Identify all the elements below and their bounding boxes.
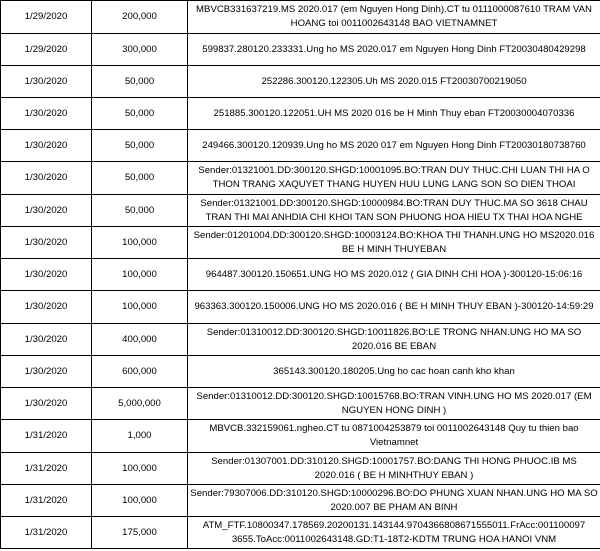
cell-date: 1/30/2020 <box>1 98 92 130</box>
cell-description: Sender:01307001.DD:310120.SHGD:10001757.BO:DANG THI HONG PHUOC.IB MS 2020.016 ( BE H MINHTHUY EBAN ) <box>188 453 600 485</box>
cell-date: 1/31/2020 <box>1 517 92 549</box>
table-row <box>1 259 600 291</box>
cell-amount: 200,000 <box>92 1 188 34</box>
table-row <box>1 485 600 517</box>
cell-description: Sender:01321001.DD:300120.SHGD:10000984.BO:TRAN DUY THUC.MA SO 3618 CHAU TRAN THI MAI ANHDIA CHI KHOI TAN SON PHUONG HOA HIEU TX THAI HOA NGHE <box>188 195 600 227</box>
cell-description: 252286.300120.122305.Uh MS 2020.015 FT20030700219050 <box>188 66 600 98</box>
cell-description: ATM_FTF.10800347.178569.20200131.143144.9704366808671555011.FrAcc:001100097 3655.ToAcc:0011002643148.GD:T1-18T2-KDTM TRUNG HOA HANOI VNM <box>188 517 600 549</box>
table-row <box>1 1 600 34</box>
table-row <box>1 195 600 227</box>
cell-amount: 50,000 <box>92 162 188 195</box>
cell-description: 251885.300120.122051.UH MS 2020 016 be H Minh Thuy eban FT20030004070336 <box>188 98 600 130</box>
cell-amount: 600,000 <box>92 356 188 388</box>
table-row <box>1 34 600 66</box>
table-row <box>1 162 600 195</box>
table-row <box>1 517 600 549</box>
cell-description: 963363.300120.150006.UNG HO MS 2020.016 ( BE H MINH THUY EBAN )-300120-14:59:29 <box>188 291 600 324</box>
cell-amount: 5,000,000 <box>92 388 188 420</box>
cell-date: 1/30/2020 <box>1 130 92 162</box>
table-row <box>1 130 600 162</box>
cell-amount: 1,000 <box>92 420 188 453</box>
cell-description: 964487.300120.150651.UNG HO MS 2020.012 ( GIA DINH CHI HOA )-300120-15:06:16 <box>188 259 600 291</box>
cell-amount: 300,000 <box>92 34 188 66</box>
cell-date: 1/31/2020 <box>1 420 92 453</box>
table-row <box>1 227 600 259</box>
cell-date: 1/30/2020 <box>1 259 92 291</box>
cell-date: 1/30/2020 <box>1 388 92 420</box>
table-row <box>1 98 600 130</box>
cell-amount: 100,000 <box>92 453 188 485</box>
cell-description: 249466.300120.120939.Ung ho MS 2020 017 em Nguyen Hong Dinh FT20030180738760 <box>188 130 600 162</box>
cell-amount: 100,000 <box>92 291 188 324</box>
cell-description: Sender:01201004.DD:300120.SHGD:10003124.BO:KHOA THI THANH.UNG HO MS2020.016 BE H MINH THUYEBAN <box>188 227 600 259</box>
cell-amount: 50,000 <box>92 98 188 130</box>
cell-description: Sender:01321001.DD:300120.SHGD:10001095.BO:TRAN DUY THUC.CHI LUAN THI HA O THON TRANG XAQUYET THANG HUYEN HUU LUNG LANG SON SO DIEN THOAI <box>188 162 600 195</box>
table-row <box>1 66 600 98</box>
cell-amount: 100,000 <box>92 485 188 517</box>
cell-description: 365143.300120.180205.Ung ho cac hoan canh kho khan <box>188 356 600 388</box>
cell-amount: 50,000 <box>92 66 188 98</box>
table-row <box>1 388 600 420</box>
table-row <box>1 453 600 485</box>
cell-date: 1/30/2020 <box>1 324 92 356</box>
cell-description: MBVCB.332159061.ngheo.CT tu 0871004253879 toi 0011002643148 Quy tu thien bao Vietnamnet <box>188 420 600 453</box>
cell-date: 1/30/2020 <box>1 356 92 388</box>
table-row <box>1 356 600 388</box>
cell-amount: 50,000 <box>92 130 188 162</box>
cell-date: 1/31/2020 <box>1 485 92 517</box>
table-row <box>1 291 600 324</box>
cell-date: 1/30/2020 <box>1 162 92 195</box>
cell-description: Sender:01310012.DD:300120.SHGD:10011826.BO:LE TRONG NHAN.UNG HO MA SO 2020.016 BE EBAN <box>188 324 600 356</box>
cell-description: 599837.280120.233331.Ung ho MS 2020.017 em Nguyen Hong Dinh FT20030480429298 <box>188 34 600 66</box>
cell-date: 1/30/2020 <box>1 291 92 324</box>
transactions-body <box>1 1 600 549</box>
cell-date: 1/29/2020 <box>1 34 92 66</box>
cell-amount: 175,000 <box>92 517 188 549</box>
cell-description: Sender:79307006.DD:310120.SHGD:10000296.BO:DO PHUNG XUAN NHAN.UNG HO MA SO 2020.007 BE PHAM AN BINH <box>188 485 600 517</box>
cell-amount: 100,000 <box>92 227 188 259</box>
cell-description: Sender:01310012.DD:300120.SHGD:10015768.BO:TRAN VINH.UNG HO MS 2020.017 (EM NGUYEN HONG DINH ) <box>188 388 600 420</box>
cell-amount: 400,000 <box>92 324 188 356</box>
cell-date: 1/29/2020 <box>1 1 92 34</box>
cell-amount: 100,000 <box>92 259 188 291</box>
table-row <box>1 324 600 356</box>
cell-description: MBVCB331637219.MS 2020.017 (em Nguyen Hong Dinh).CT tu 0111000087610 TRAM VAN HOANG toi 0011002643148 BAO VIETNAMNET <box>188 1 600 34</box>
table-row <box>1 420 600 453</box>
cell-date: 1/30/2020 <box>1 66 92 98</box>
cell-date: 1/31/2020 <box>1 453 92 485</box>
cell-amount: 50,000 <box>92 195 188 227</box>
cell-date: 1/30/2020 <box>1 195 92 227</box>
cell-date: 1/30/2020 <box>1 227 92 259</box>
